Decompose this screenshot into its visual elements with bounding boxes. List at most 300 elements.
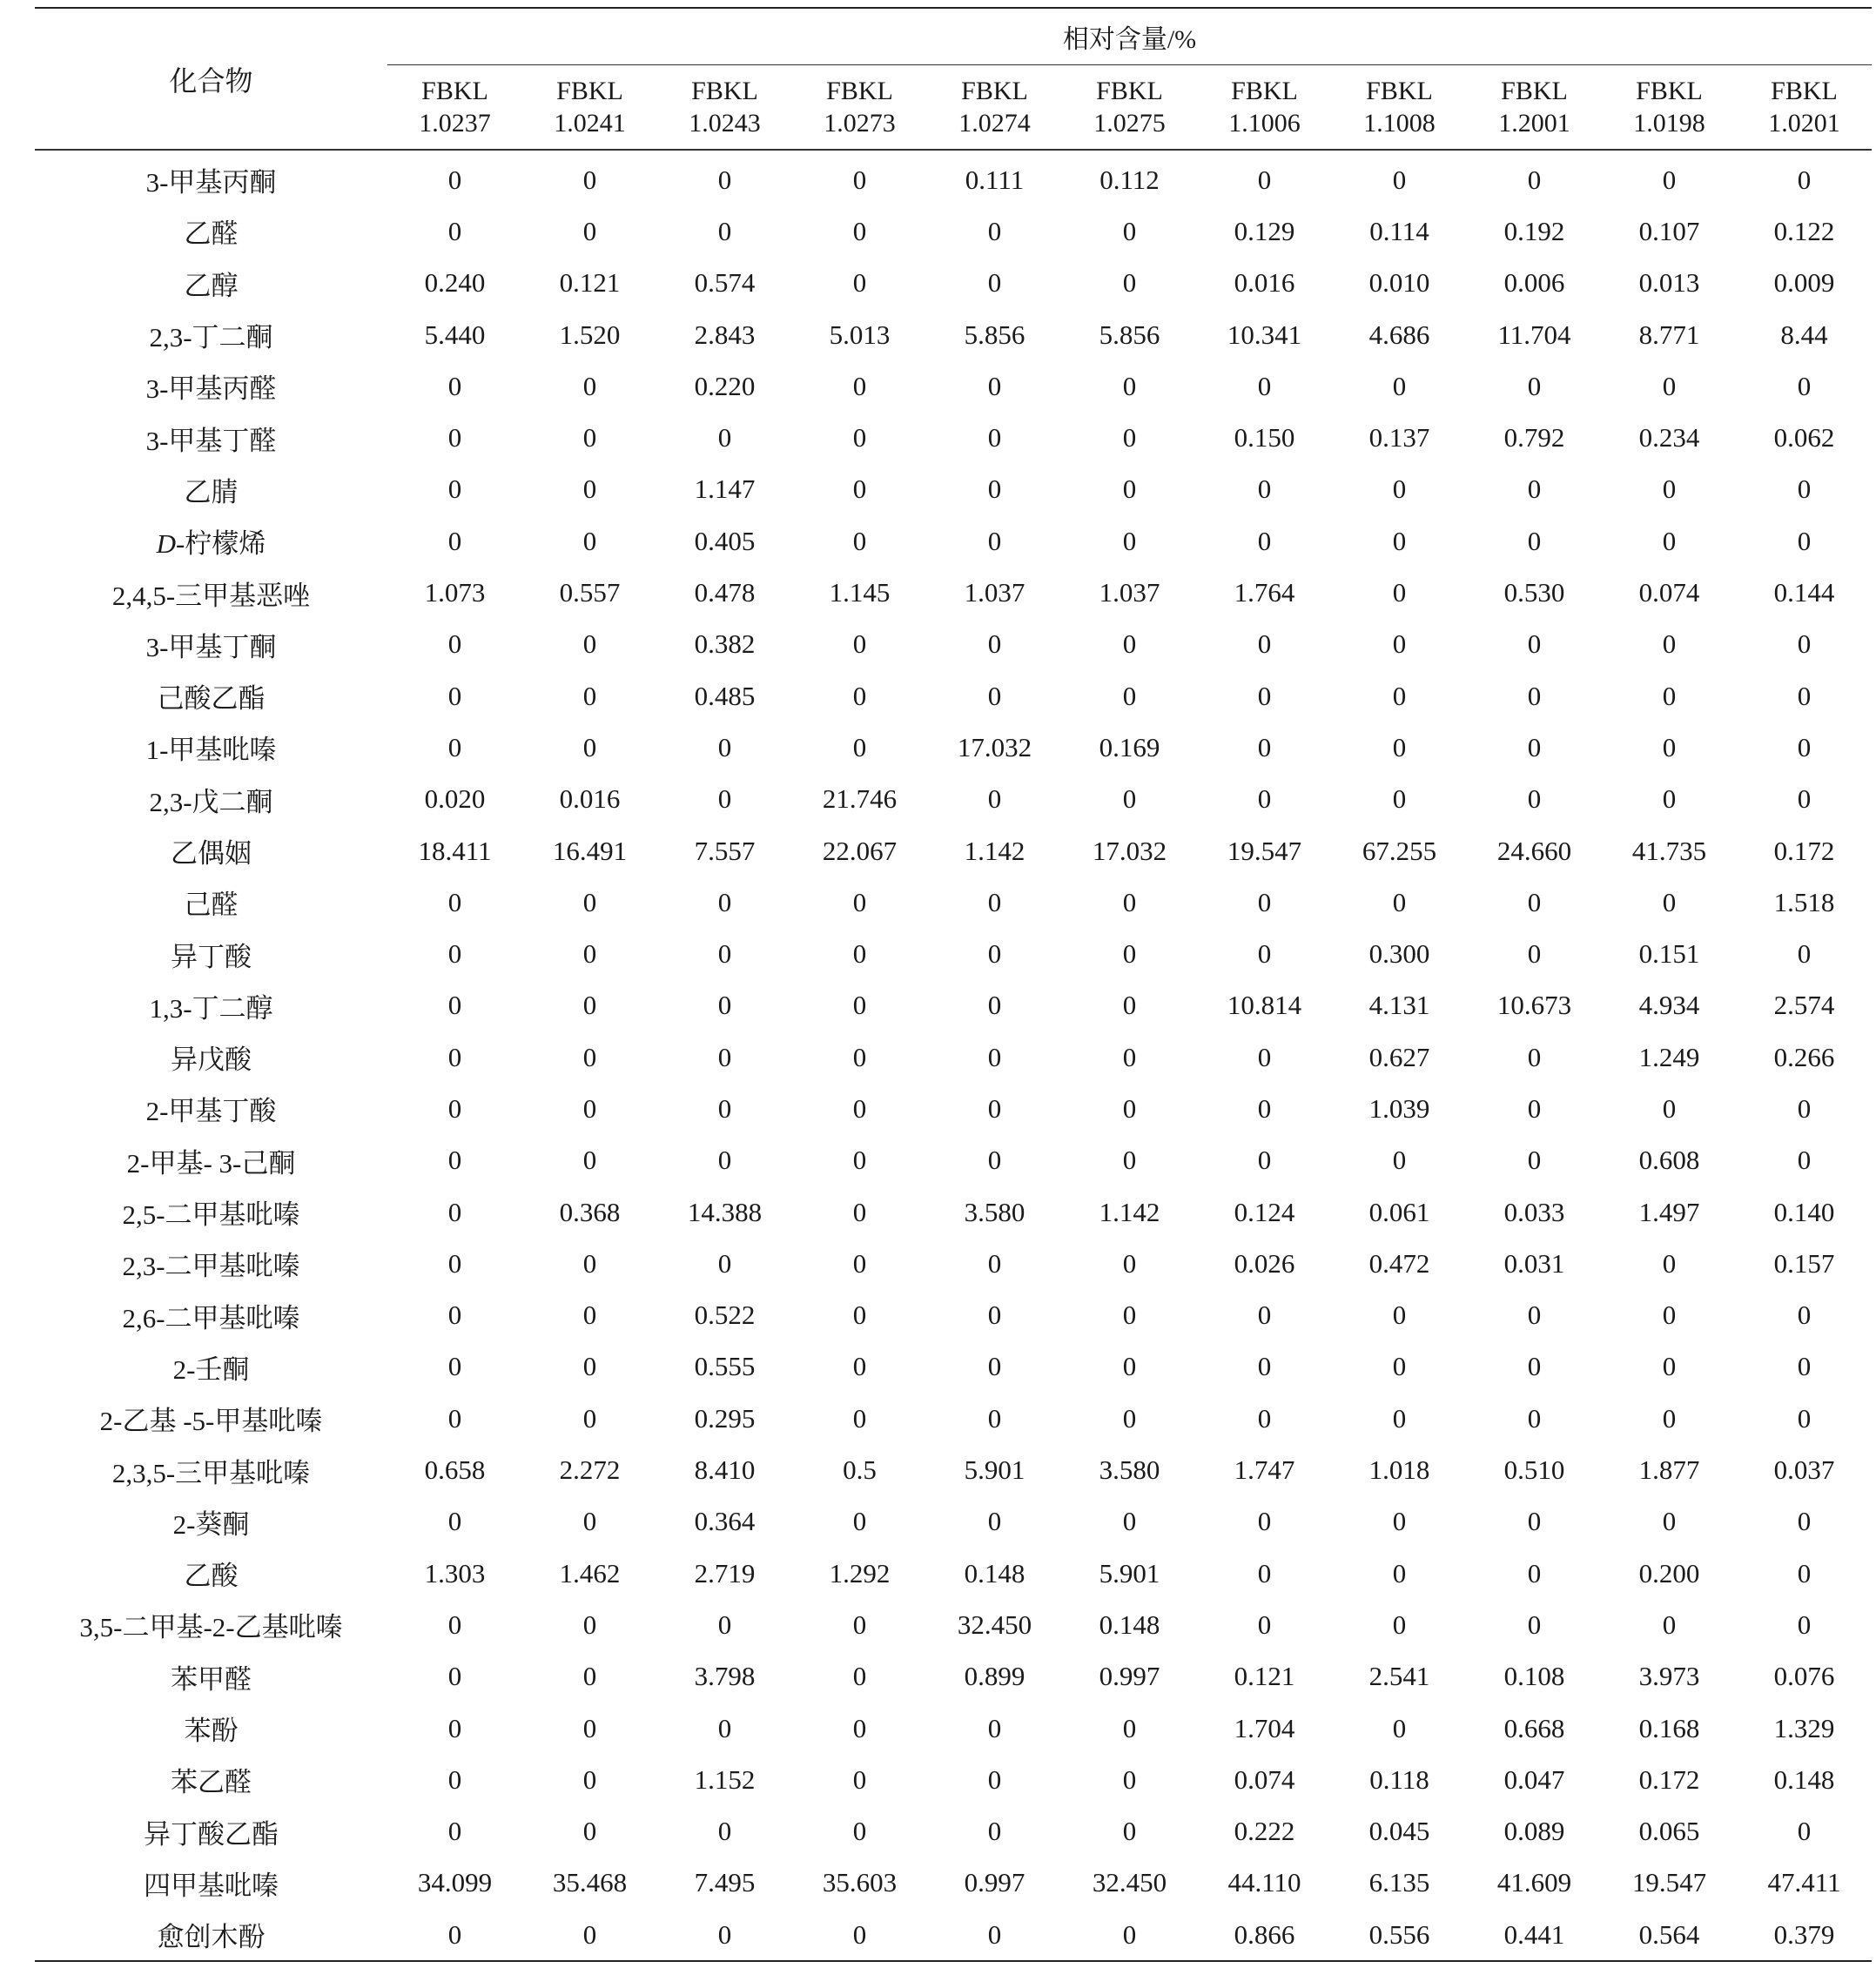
relative-content-group-header: 相对含量/%: [387, 8, 1872, 65]
value-cell: 0: [1122, 422, 1137, 453]
compound-name: 3-甲基丁醛: [145, 425, 277, 456]
value-cell: 0: [447, 1816, 462, 1847]
value-cell: 0: [582, 1816, 597, 1847]
sample-column-header: [522, 65, 657, 151]
value-cell: 1.520: [559, 319, 621, 350]
value-cell: 0: [987, 1351, 1002, 1382]
value-cell: 2.719: [694, 1557, 756, 1589]
value-cell: 0: [1257, 1557, 1272, 1589]
value-cell: 41.735: [1631, 835, 1707, 866]
table-row: [35, 412, 1872, 463]
value-cell: 0: [1797, 370, 1812, 401]
value-cell: 0: [717, 1041, 732, 1072]
value-cell: 0.122: [1773, 215, 1835, 246]
value-cell: 1.145: [829, 577, 891, 608]
sample-column-header: [387, 65, 522, 151]
value-cell: 0: [1527, 731, 1542, 762]
sample-column-header: [1737, 65, 1872, 151]
value-cell: 0: [1662, 731, 1677, 762]
value-cell: 1.152: [694, 1763, 756, 1795]
sample-id: 1.1008: [1363, 109, 1436, 138]
value-cell: 0: [582, 1092, 597, 1124]
value-cell: 0: [1257, 886, 1272, 917]
value-cell: 0: [987, 1402, 1002, 1434]
value-cell: 10.673: [1496, 990, 1572, 1021]
value-cell: 0.522: [694, 1300, 756, 1331]
sample-column-header: [1197, 65, 1332, 151]
value-cell: 10.341: [1227, 319, 1302, 350]
value-cell: 0: [1392, 1300, 1407, 1331]
value-cell: 0.108: [1503, 1661, 1565, 1692]
value-cell: 0: [1122, 680, 1137, 711]
value-cell: 0: [387, 1909, 522, 1961]
value-cell: 0: [987, 990, 1002, 1021]
compound-name: 2-甲基丁酸: [145, 1096, 277, 1127]
value-cell: 0: [1122, 628, 1137, 660]
value-cell: 0.129: [1234, 215, 1295, 246]
value-cell: 0.220: [694, 370, 756, 401]
value-cell: 0: [582, 215, 597, 246]
value-cell: 41.609: [1496, 1867, 1572, 1898]
value-cell: 0: [1122, 1145, 1137, 1176]
value-cell: 0.200: [1638, 1557, 1700, 1589]
value-cell: 10.814: [1227, 990, 1302, 1021]
value-cell: 0: [447, 1402, 462, 1434]
sample-prefix: FBKL: [1501, 77, 1568, 105]
value-cell: 8.771: [1638, 319, 1700, 350]
compound-name: 2-甲基- 3-己酮: [126, 1147, 296, 1179]
value-cell: 0.121: [1234, 1661, 1295, 1692]
value-cell: 0.037: [1773, 1454, 1835, 1486]
sample-prefix: FBKL: [421, 77, 488, 105]
value-cell: 0.006: [1503, 267, 1565, 299]
value-cell: 0: [1797, 525, 1812, 556]
compound-name: 2-乙基 -5-甲基吡嗪: [99, 1406, 323, 1437]
value-cell: 0: [1527, 1145, 1542, 1176]
table-row: [35, 309, 1872, 360]
value-cell: 3.798: [694, 1661, 756, 1692]
value-cell: 1.462: [559, 1557, 621, 1589]
value-cell: 0: [1662, 1247, 1677, 1279]
value-cell: 0: [852, 474, 867, 505]
compound-name: 乙偶姻: [171, 838, 252, 869]
table-row: [35, 1548, 1872, 1599]
table-row: [35, 1031, 1872, 1083]
sample-prefix: FBKL: [826, 77, 893, 105]
value-cell: 0.295: [694, 1402, 756, 1434]
value-cell: 0: [852, 1661, 867, 1692]
compound-name: 四甲基吡嗪: [144, 1870, 279, 1901]
value-cell: 0: [852, 370, 867, 401]
value-cell: 0: [1122, 1402, 1137, 1434]
value-cell: 0: [1392, 474, 1407, 505]
value-cell: 0.033: [1503, 1196, 1565, 1227]
value-cell: 0: [1257, 164, 1272, 195]
value-cell: 0: [1527, 474, 1542, 505]
value-cell: 0: [1662, 680, 1677, 711]
table-row: [35, 1083, 1872, 1134]
value-cell: 0.866: [1197, 1909, 1332, 1961]
value-cell: 0: [1662, 164, 1677, 195]
value-cell: 0: [582, 1609, 597, 1640]
value-cell: 3.580: [1099, 1454, 1160, 1486]
value-cell: 0.792: [1503, 422, 1565, 453]
value-cell: 0: [447, 1712, 462, 1743]
compound-name: 2,3,5-三甲基吡嗪: [111, 1457, 311, 1488]
value-cell: 1.142: [964, 835, 1025, 866]
value-cell: 0: [1257, 1402, 1272, 1434]
value-cell: 0: [852, 1763, 867, 1795]
compound-name: 2,5-二甲基吡嗪: [122, 1199, 300, 1231]
value-cell: 0: [1797, 680, 1812, 711]
value-cell: 0: [1527, 1506, 1542, 1537]
sample-prefix: FBKL: [1231, 77, 1298, 105]
table-row: [35, 619, 1872, 670]
value-cell: 0: [1392, 1609, 1407, 1640]
value-cell: 0: [1797, 1816, 1812, 1847]
value-cell: 0.140: [1773, 1196, 1835, 1227]
value-cell: 0.107: [1638, 215, 1700, 246]
value-cell: 0: [1122, 215, 1137, 246]
value-cell: 0.089: [1503, 1816, 1565, 1847]
value-cell: 0: [1122, 1300, 1137, 1331]
value-cell: 0: [1797, 1557, 1812, 1589]
value-cell: 0: [792, 1909, 927, 1961]
value-cell: 0: [852, 990, 867, 1021]
value-cell: 0: [1122, 938, 1137, 970]
table-row: [35, 877, 1872, 928]
value-cell: 0: [717, 938, 732, 970]
value-cell: 0.148: [964, 1557, 1025, 1589]
value-cell: 0: [1257, 1041, 1272, 1072]
value-cell: 0.031: [1503, 1247, 1565, 1279]
sample-id: 1.0241: [554, 109, 626, 138]
value-cell: 0: [852, 525, 867, 556]
value-cell: 1.142: [1099, 1196, 1160, 1227]
value-cell: 1.037: [964, 577, 1025, 608]
value-cell: 0.016: [1234, 267, 1295, 299]
value-cell: 0: [852, 1145, 867, 1176]
value-cell: 0: [717, 1712, 732, 1743]
compound-name: 1,3-丁二醇: [149, 992, 273, 1024]
sample-prefix: FBKL: [1636, 77, 1703, 105]
value-cell: 0: [852, 1609, 867, 1640]
value-cell: 0: [1392, 1506, 1407, 1537]
sample-column-header: [1467, 65, 1602, 151]
compound-name: 乙腈: [184, 476, 239, 507]
value-cell: 0: [1122, 267, 1137, 299]
compound-name: 异丁酸: [171, 941, 252, 972]
sample-column-header: [1602, 65, 1737, 151]
table-row: [35, 1393, 1872, 1444]
value-cell: 0.144: [1773, 577, 1835, 608]
table-row: [35, 1651, 1872, 1703]
value-cell: 0: [1257, 1145, 1272, 1176]
value-cell: 0.899: [964, 1661, 1025, 1692]
value-cell: 0.557: [559, 577, 621, 608]
value-cell: 0.111: [965, 164, 1025, 195]
value-cell: 0: [987, 422, 1002, 453]
value-cell: 0: [987, 628, 1002, 660]
value-cell: 24.660: [1496, 835, 1572, 866]
sample-column-header: [927, 65, 1062, 151]
value-cell: 0: [1527, 886, 1542, 917]
value-cell: 0: [582, 938, 597, 970]
value-cell: 0: [447, 1609, 462, 1640]
value-cell: 0.045: [1368, 1816, 1430, 1847]
value-cell: 0.379: [1737, 1909, 1872, 1961]
compound-name: 1-甲基吡嗪: [145, 735, 277, 766]
value-cell: 0: [1122, 886, 1137, 917]
value-cell: 1.704: [1234, 1712, 1295, 1743]
value-cell: 0: [1257, 783, 1272, 815]
value-cell: 0: [1527, 1092, 1542, 1124]
value-cell: 0: [1392, 1557, 1407, 1589]
value-cell: 0: [1257, 628, 1272, 660]
value-cell: 47.411: [1767, 1867, 1841, 1898]
table-row: [35, 1496, 1872, 1548]
value-cell: 0: [987, 938, 1002, 970]
value-cell: 34.099: [417, 1867, 493, 1898]
value-cell: 0: [582, 680, 597, 711]
value-cell: 0: [447, 680, 462, 711]
value-cell: 6.135: [1368, 1867, 1430, 1898]
value-cell: 0.627: [1368, 1041, 1430, 1072]
compound-name: 3-甲基丙醛: [145, 373, 277, 405]
value-cell: 0: [582, 628, 597, 660]
value-cell: 0.148: [1099, 1609, 1160, 1640]
value-cell: 5.901: [964, 1454, 1025, 1486]
value-cell: 0: [582, 990, 597, 1021]
value-cell: 0: [447, 422, 462, 453]
compound-name: D-柠檬烯: [156, 528, 266, 560]
value-cell: 0: [582, 164, 597, 195]
sample-prefix: FBKL: [691, 77, 758, 105]
value-cell: 3.973: [1638, 1661, 1700, 1692]
value-cell: 0: [1662, 886, 1677, 917]
value-cell: 0: [1122, 990, 1137, 1021]
value-cell: 0: [582, 370, 597, 401]
value-cell: 0.112: [1099, 164, 1160, 195]
value-cell: 0: [852, 938, 867, 970]
value-cell: 0.5: [843, 1454, 877, 1486]
value-cell: 0: [1527, 164, 1542, 195]
value-cell: 0: [1662, 1609, 1677, 1640]
value-cell: 0: [1527, 1300, 1542, 1331]
value-cell: 0.668: [1503, 1712, 1565, 1743]
value-cell: 0: [717, 1092, 732, 1124]
value-cell: 0: [852, 164, 867, 195]
value-cell: 0: [852, 1506, 867, 1537]
value-cell: 0: [1122, 1506, 1137, 1537]
value-cell: 21.746: [822, 783, 898, 815]
value-cell: 35.603: [822, 1867, 898, 1898]
value-cell: 1.329: [1773, 1712, 1835, 1743]
value-cell: 0: [1257, 1609, 1272, 1640]
value-cell: 0: [1392, 1402, 1407, 1434]
value-cell: 1.303: [424, 1557, 486, 1589]
value-cell: 0.118: [1369, 1763, 1429, 1795]
value-cell: 0: [1257, 370, 1272, 401]
value-cell: 32.450: [1092, 1867, 1167, 1898]
value-cell: 22.067: [822, 835, 898, 866]
value-cell: 0.368: [559, 1196, 621, 1227]
sample-id: 1.0237: [419, 109, 491, 138]
value-cell: 0.168: [1638, 1712, 1700, 1743]
value-cell: 0: [1527, 1557, 1542, 1589]
value-cell: 0.151: [1638, 938, 1700, 970]
sample-prefix: FBKL: [1771, 77, 1838, 105]
value-cell: 0: [852, 1402, 867, 1434]
table-row: [35, 1341, 1872, 1393]
table-row: [35, 1135, 1872, 1186]
compound-name: 乙酸: [184, 1561, 239, 1592]
value-cell: 0: [1257, 1300, 1272, 1331]
compound-name: 异戊酸: [171, 1044, 252, 1076]
value-cell: 0: [717, 1247, 732, 1279]
value-cell: 17.032: [1092, 835, 1167, 866]
value-cell: 0: [987, 267, 1002, 299]
value-cell: 0: [582, 731, 597, 762]
value-cell: 0.441: [1467, 1909, 1602, 1961]
value-cell: 0.150: [1234, 422, 1295, 453]
value-cell: 0: [1392, 783, 1407, 815]
value-cell: 0: [987, 474, 1002, 505]
value-cell: 0: [1797, 731, 1812, 762]
table-row: [35, 515, 1872, 567]
sample-prefix: FBKL: [961, 77, 1028, 105]
value-cell: 0: [1797, 474, 1812, 505]
sample-id: 1.0198: [1633, 109, 1705, 138]
value-cell: 0: [1662, 525, 1677, 556]
value-cell: 0: [1527, 680, 1542, 711]
value-cell: 0.062: [1773, 422, 1835, 453]
value-cell: 0: [522, 1909, 657, 1961]
compound-name: 2,6-二甲基吡嗪: [122, 1302, 300, 1333]
table-row: [35, 1238, 1872, 1289]
value-cell: 2.541: [1368, 1661, 1430, 1692]
compound-name: 2,4,5-三甲基恶唑: [111, 580, 311, 611]
value-cell: 0: [1257, 1351, 1272, 1382]
value-cell: 0.192: [1503, 215, 1565, 246]
value-cell: 0: [1797, 783, 1812, 815]
sample-column-header: [1062, 65, 1197, 151]
table-row: [35, 1754, 1872, 1805]
value-cell: 44.110: [1227, 1867, 1301, 1898]
value-cell: 0: [1392, 1145, 1407, 1176]
compound-name: 苯酚: [184, 1716, 239, 1747]
value-cell: 19.547: [1227, 835, 1302, 866]
value-cell: 0: [987, 1145, 1002, 1176]
value-cell: 7.557: [694, 835, 756, 866]
value-cell: 0.157: [1773, 1247, 1835, 1279]
value-cell: 0: [1797, 1506, 1812, 1537]
value-cell: 0: [1122, 1763, 1137, 1795]
value-cell: 0: [447, 1196, 462, 1227]
value-cell: 1.018: [1368, 1454, 1430, 1486]
value-cell: 0: [717, 783, 732, 815]
value-cell: 0: [582, 474, 597, 505]
value-cell: 0.020: [424, 783, 486, 815]
value-cell: 0: [1797, 1300, 1812, 1331]
value-cell: 2.843: [694, 319, 756, 350]
value-cell: 0: [1662, 1351, 1677, 1382]
table-row: [35, 980, 1872, 1031]
value-cell: 0.172: [1773, 835, 1835, 866]
value-cell: 0: [852, 1816, 867, 1847]
value-cell: 5.856: [1099, 319, 1160, 350]
value-cell: 0.234: [1638, 422, 1700, 453]
value-cell: 0: [1527, 1351, 1542, 1382]
value-cell: 0: [852, 680, 867, 711]
value-cell: 0: [717, 990, 732, 1021]
value-cell: 17.032: [957, 731, 1032, 762]
value-cell: 0: [447, 1092, 462, 1124]
value-cell: 0.997: [1099, 1661, 1160, 1692]
value-cell: 0: [1257, 680, 1272, 711]
table-row: [35, 774, 1872, 825]
relative-content-table: [35, 7, 1872, 1962]
value-cell: 0: [1527, 1402, 1542, 1434]
value-cell: 0: [1662, 783, 1677, 815]
value-cell: 5.901: [1099, 1557, 1160, 1589]
value-cell: 1.073: [424, 577, 486, 608]
value-cell: 0: [447, 1661, 462, 1692]
value-cell: 0: [1122, 1351, 1137, 1382]
value-cell: 16.491: [552, 835, 628, 866]
value-cell: 0: [1257, 1092, 1272, 1124]
value-cell: 0.364: [694, 1506, 756, 1537]
value-cell: 0.266: [1773, 1041, 1835, 1072]
table-row: [35, 567, 1872, 618]
value-cell: 0.026: [1234, 1247, 1295, 1279]
value-cell: 0.608: [1638, 1145, 1700, 1176]
value-cell: 0.065: [1638, 1816, 1700, 1847]
value-cell: 0: [1797, 628, 1812, 660]
value-cell: 0: [1527, 938, 1542, 970]
value-cell: 0: [987, 1712, 1002, 1743]
value-cell: 0: [447, 1763, 462, 1795]
value-cell: 0: [987, 370, 1002, 401]
value-cell: 0: [582, 1712, 597, 1743]
value-cell: 0: [1257, 938, 1272, 970]
value-cell: 0.658: [424, 1454, 486, 1486]
value-cell: 0: [582, 886, 597, 917]
value-cell: 0: [1797, 1092, 1812, 1124]
compound-name: 2,3-二甲基吡嗪: [122, 1251, 300, 1282]
sample-id: 1.2001: [1498, 109, 1570, 138]
value-cell: 0: [582, 1351, 597, 1382]
value-cell: 0: [1392, 1712, 1407, 1743]
value-cell: 0: [987, 1763, 1002, 1795]
value-cell: 0: [1392, 731, 1407, 762]
value-cell: 4.686: [1368, 319, 1430, 350]
value-cell: 0.997: [964, 1867, 1025, 1898]
value-cell: 0: [1662, 370, 1677, 401]
value-cell: 0: [717, 422, 732, 453]
value-cell: 0: [657, 1909, 792, 1961]
value-cell: 0.124: [1234, 1196, 1295, 1227]
value-cell: 0: [1527, 1041, 1542, 1072]
sample-id: 1.0275: [1093, 109, 1166, 138]
compound-name: 己酸乙酯: [157, 683, 266, 715]
compound-name: 3-甲基丁酮: [145, 631, 277, 662]
value-cell: 0: [447, 990, 462, 1021]
value-cell: 0: [447, 1351, 462, 1382]
value-cell: 0: [1527, 783, 1542, 815]
value-cell: 0: [582, 525, 597, 556]
value-cell: 0: [1392, 370, 1407, 401]
